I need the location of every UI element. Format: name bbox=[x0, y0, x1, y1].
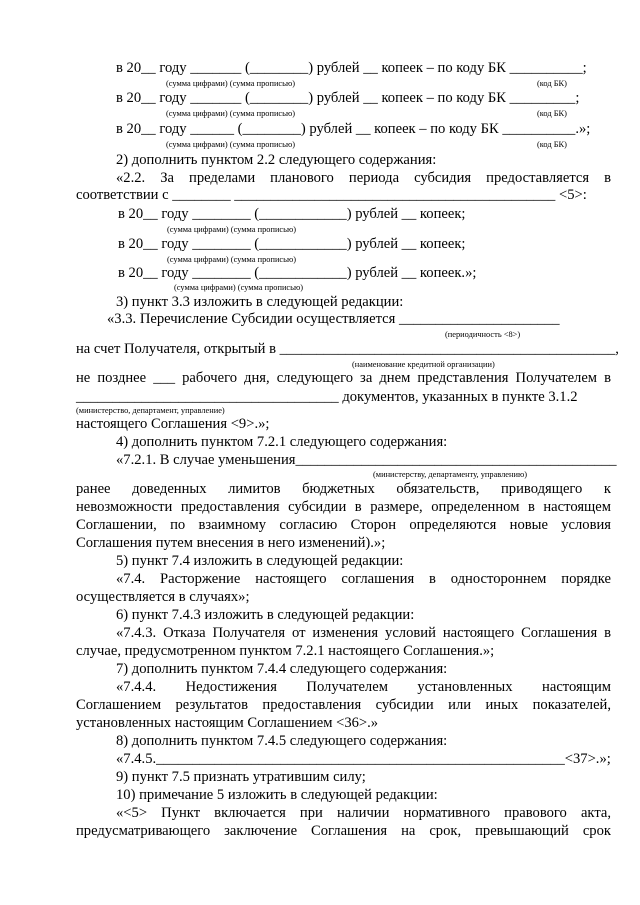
item-8: 8) дополнить пунктом 7.4.5 следующего содержания: bbox=[116, 733, 448, 749]
p33-line-3: не позднее ___ рабочего дня, следующего за днем представления Получателем в bbox=[76, 370, 611, 386]
p74-line-2: осуществляется в случаях»; bbox=[76, 589, 250, 605]
budget-line-2: в 20__ году _______ (________) рублей __ копеек – по коду БК _________; bbox=[116, 90, 580, 106]
p33-line-5: настоящего Соглашения <9>.»; bbox=[76, 416, 270, 432]
item-7: 7) дополнить пунктом 7.4.4 следующего содержания: bbox=[116, 661, 448, 677]
p33-line-4-caption: (министерство, департамент, управление) bbox=[76, 406, 225, 415]
p74-line-1: «7.4. Расторжение настоящего соглашения в одностороннем порядке bbox=[116, 571, 611, 587]
p33-line-2: на счет Получателя, открытый в ______________________________________________, bbox=[76, 341, 619, 357]
p743-line-1: «7.4.3. Отказа Получателя от изменения условий настоящего Соглашения в bbox=[116, 625, 611, 641]
p721-line-1: «7.2.1. В случае уменьшения____________________________________________ bbox=[116, 452, 617, 468]
p721-line-1-caption: (министерству, департаменту, управлению) bbox=[373, 470, 528, 479]
budget-line-2-caption: (сумма цифрами) (сумма прописью) bbox=[166, 109, 296, 118]
plan-line-1: в 20__ году ________ (____________) рублей __ копеек; bbox=[118, 206, 466, 222]
p745-line: «7.4.5.________________________________________________________<37>.»; bbox=[116, 751, 611, 767]
p33-line-1: «3.3. Перечисление Субсидии осуществляется ______________________ bbox=[107, 311, 560, 327]
p33-line-1-caption: (периодичность <8>) bbox=[445, 330, 521, 339]
budget-line-1-caption: (сумма цифрами) (сумма прописью) bbox=[166, 79, 296, 88]
budget-line-1-code-caption: (код БК) bbox=[537, 79, 567, 88]
item-6: 6) пункт 7.4.3 изложить в следующей редакции: bbox=[116, 607, 415, 623]
item-10: 10) примечание 5 изложить в следующей редакции: bbox=[116, 787, 438, 803]
item-4: 4) дополнить пунктом 7.2.1 следующего содержания: bbox=[116, 434, 448, 450]
budget-line-3-code-caption: (код БК) bbox=[537, 140, 567, 149]
budget-line-3: в 20__ году ______ (________) рублей __ копеек – по коду БК __________.»; bbox=[116, 121, 591, 137]
p744-line-1: «7.4.4. Недостижения Получателем установленных настоящим bbox=[116, 679, 611, 695]
p744-line-3: установленных настоящим Соглашением <36>.» bbox=[76, 715, 379, 731]
budget-line-1: в 20__ году _______ (________) рублей __ копеек – по коду БК __________; bbox=[116, 60, 587, 76]
budget-line-3-caption: (сумма цифрами) (сумма прописью) bbox=[166, 140, 296, 149]
p743-line-2: случае, предусмотренном пунктом 7.2.1 настоящего Соглашения.»; bbox=[76, 643, 495, 659]
note5-line-1: «<5> Пункт включается при наличии нормативного правового акта, bbox=[116, 805, 611, 821]
p33-line-4: ____________________________________ документов, указанных в пункте 3.1.2 bbox=[76, 389, 578, 405]
plan-line-3-caption: (сумма цифрами) (сумма прописью) bbox=[174, 283, 304, 292]
p721-line-3: невозможности предоставления субсидии в размере, определенном в настоящем bbox=[76, 499, 611, 515]
p22-line-2: соответствии с ________ ____________________________________________ <5>: bbox=[76, 187, 587, 203]
plan-line-3: в 20__ году ________ (____________) рублей __ копеек.»; bbox=[118, 265, 477, 281]
budget-line-2-code-caption: (код БК) bbox=[537, 109, 567, 118]
item-5: 5) пункт 7.4 изложить в следующей редакции: bbox=[116, 553, 404, 569]
p22-line-1: «2.2. За пределами планового периода субсидия предоставляется в bbox=[116, 170, 611, 186]
p721-line-5: Соглашения путем внесения в него изменений).»; bbox=[76, 535, 386, 551]
plan-line-1-caption: (сумма цифрами) (сумма прописью) bbox=[167, 225, 297, 234]
item-9: 9) пункт 7.5 признать утратившим силу; bbox=[116, 769, 366, 785]
item-2: 2) дополнить пунктом 2.2 следующего содержания: bbox=[116, 152, 437, 168]
plan-line-2: в 20__ году ________ (____________) рублей __ копеек; bbox=[118, 236, 466, 252]
p721-line-2: ранее доведенных лимитов бюджетных обязательств, приводящего к bbox=[76, 481, 611, 497]
note5-line-2: предусматривающего заключение Соглашения на срок, превышающий срок bbox=[76, 823, 611, 839]
plan-line-2-caption: (сумма цифрами) (сумма прописью) bbox=[167, 255, 297, 264]
p721-line-4: Соглашении, по взаимному согласию Сторон определяются новые условия bbox=[76, 517, 611, 533]
p33-line-2-caption: (наименование кредитной организации) bbox=[352, 360, 495, 369]
item-3: 3) пункт 3.3 изложить в следующей редакции: bbox=[116, 294, 404, 310]
p744-line-2: Соглашением результатов предоставления субсидии или иных показателей, bbox=[76, 697, 611, 713]
